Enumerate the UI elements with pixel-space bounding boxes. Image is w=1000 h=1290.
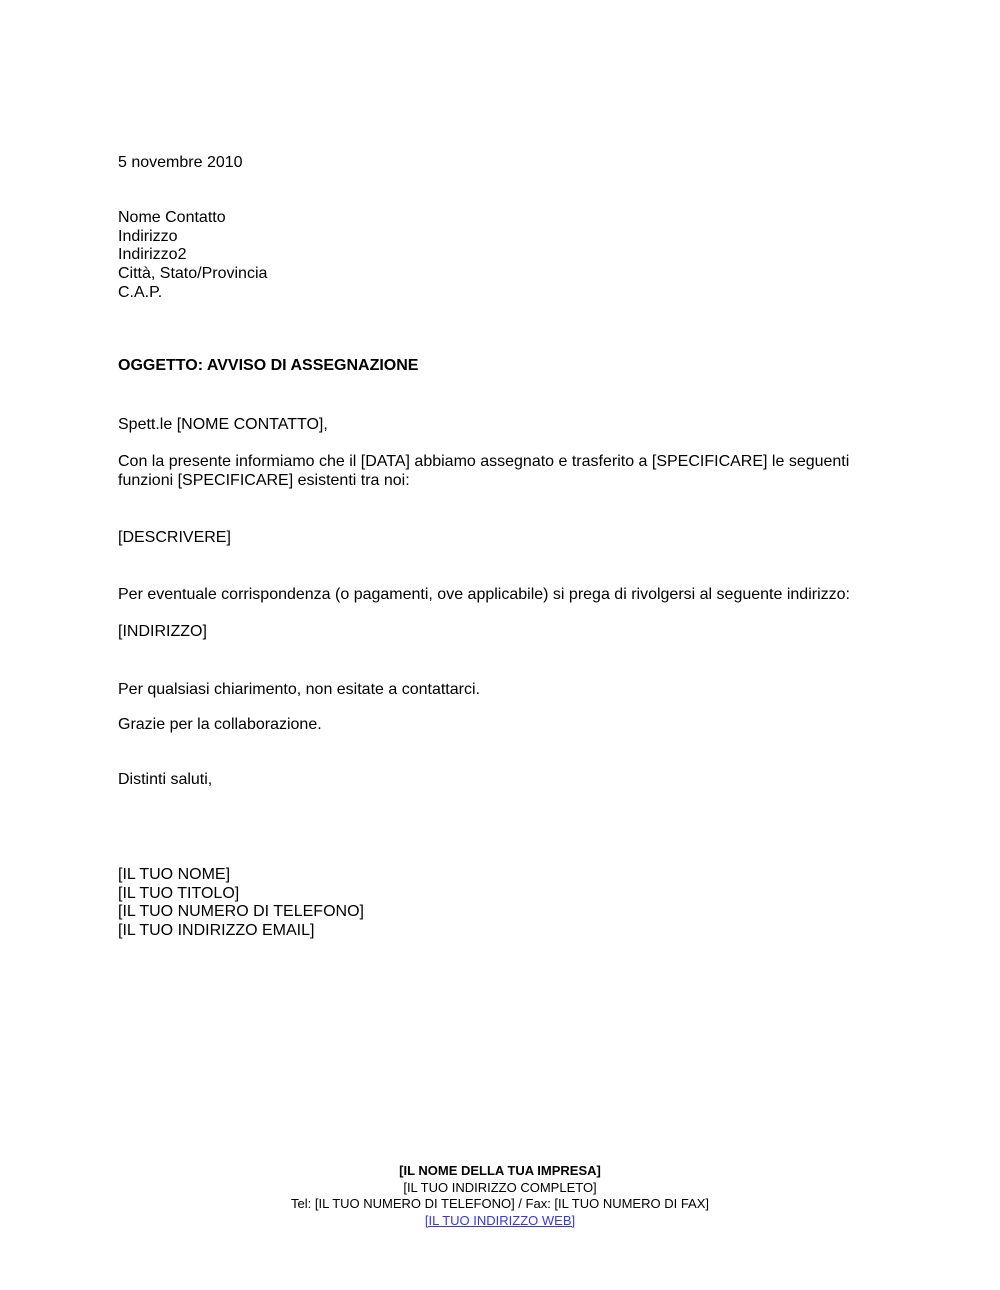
salutation: Spett.le [NOME CONTATTO],: [118, 416, 328, 433]
recipient-address-block: [118, 209, 267, 303]
closing-salutation: Distinti saluti,: [118, 771, 213, 788]
company-footer: [0, 1163, 1000, 1229]
recipient-address2: Indirizzo2: [118, 246, 187, 264]
recipient-postal-code: C.A.P.: [118, 283, 163, 301]
signature-email: [IL TUO INDIRIZZO EMAIL]: [118, 922, 315, 940]
address-placeholder: [INDIRIZZO]: [118, 623, 207, 640]
signature-block: [118, 866, 364, 941]
signature-title: [IL TUO TITOLO]: [118, 884, 240, 902]
body-paragraph-contact: Per qualsiasi chiarimento, non esitate a contattarci.: [118, 681, 480, 698]
recipient-address1: Indirizzo: [118, 227, 178, 245]
subject-line: OGGETTO: AVVISO DI ASSEGNAZIONE: [118, 357, 419, 374]
recipient-city-state: Città, Stato/Provincia: [118, 265, 268, 283]
footer-website-link[interactable]: [IL TUO INDIRIZZO WEB]: [424, 1212, 576, 1228]
letter-date: 5 novembre 2010: [118, 154, 243, 171]
footer-company-name: [IL NOME DELLA TUA IMPRESA]: [399, 1163, 601, 1178]
signature-name: [IL TUO NOME]: [118, 866, 231, 883]
describe-placeholder: [DESCRIVERE]: [118, 529, 231, 546]
body-paragraph-assignment: Con la presente informiamo che il [DATA] abbiamo assegnato e trasferito a [SPECIFICARE] le seguenti funzioni [SPECIFICARE] esistenti tra noi:: [118, 453, 850, 489]
body-paragraph-correspondence: Per eventuale corrispondenza (o pagamenti, ove applicabile) si prega di rivolgersi al seguente indirizzo:: [118, 586, 850, 603]
body-paragraph-thanks: Grazie per la collaborazione.: [118, 716, 322, 733]
recipient-name: Nome Contatto: [118, 209, 226, 226]
signature-phone: [IL TUO NUMERO DI TELEFONO]: [118, 903, 364, 921]
footer-company-address: [IL TUO INDIRIZZO COMPLETO]: [403, 1179, 597, 1195]
footer-tel-fax: Tel: [IL TUO NUMERO DI TELEFONO] / Fax: [IL TUO NUMERO DI FAX]: [291, 1196, 709, 1211]
